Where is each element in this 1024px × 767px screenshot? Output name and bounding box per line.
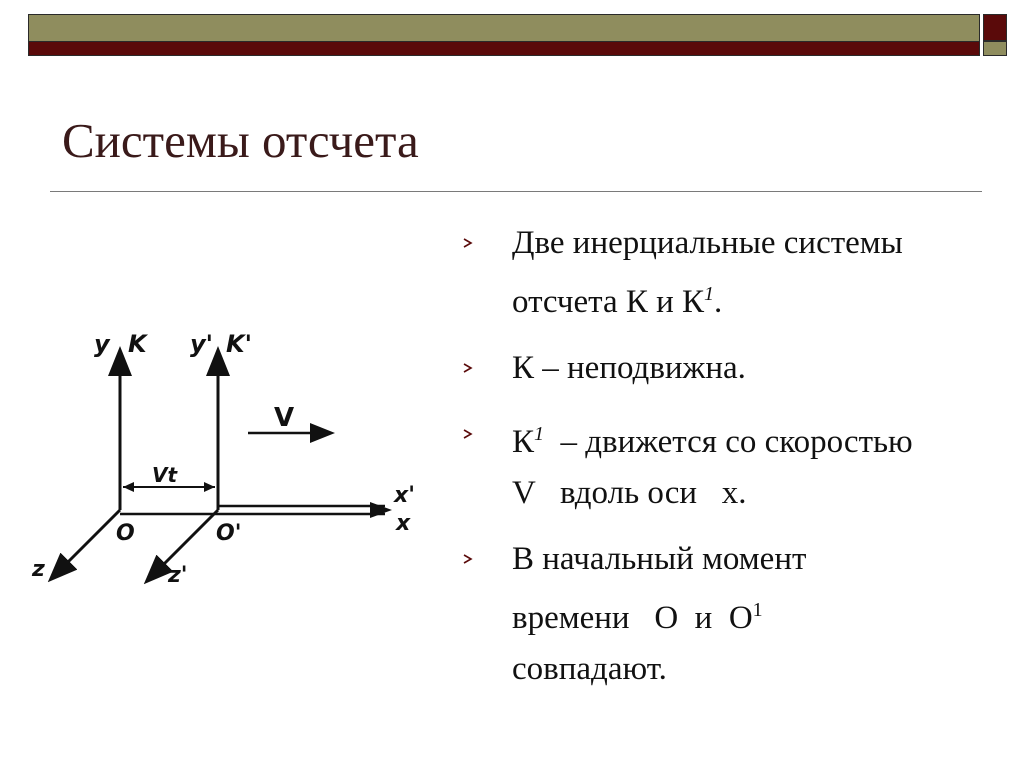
chevron-right-icon xyxy=(462,237,474,249)
chevron-right-icon xyxy=(462,553,474,565)
label-z: z xyxy=(32,557,45,582)
bullet-item xyxy=(462,534,1002,695)
x-axis-arrowhead xyxy=(370,502,392,518)
header-band-olive xyxy=(29,15,979,42)
vt-arrow-right xyxy=(204,482,215,492)
label-o-prime: O' xyxy=(216,521,242,546)
label-y: y xyxy=(94,330,110,358)
label-k: K xyxy=(128,330,147,358)
bullet-item xyxy=(462,218,1002,328)
label-y-prime: y' xyxy=(190,330,213,358)
superscript: 1 xyxy=(704,283,715,305)
title-divider xyxy=(50,191,982,192)
label-x-prime: x' xyxy=(394,483,415,508)
slide-title: Системы отсчета xyxy=(62,113,419,168)
bullet-text-line: V вдоль оси х. xyxy=(512,475,747,511)
bullet-text-line: К xyxy=(512,424,535,460)
chevron-right-icon xyxy=(462,428,474,440)
bullet-text-line: совпадают. xyxy=(512,651,667,687)
corner-square-dark xyxy=(983,14,1007,41)
superscript: 1 xyxy=(534,423,545,445)
superscript: 1 xyxy=(752,599,763,621)
vt-arrow-left xyxy=(123,482,134,492)
bullet-text-line: В начальный момент xyxy=(512,541,807,577)
bullet-list xyxy=(462,218,1002,710)
bullet-item xyxy=(462,409,1002,519)
bullet-text-line: – движется со скоростью xyxy=(544,424,913,460)
bullet-text-line: Две инерциальные системы xyxy=(512,225,903,261)
bullet-text-tail: . xyxy=(714,284,723,320)
label-x: x xyxy=(396,511,411,536)
chevron-right-icon xyxy=(462,362,474,374)
bullet-text-line: К – неподвижна. xyxy=(512,350,746,386)
label-k-prime: K' xyxy=(226,330,252,358)
label-o: O xyxy=(116,521,135,546)
label-v: V xyxy=(274,403,295,433)
header-band xyxy=(28,14,980,56)
bullet-text-line: времени О и О xyxy=(512,600,753,636)
reference-frames-diagram xyxy=(20,310,440,600)
corner-square-olive xyxy=(983,41,1007,56)
z-axis-k xyxy=(52,510,120,578)
label-vt: Vt xyxy=(152,463,178,487)
bullet-text-line: отсчета К и К xyxy=(512,284,705,320)
label-z-prime: z' xyxy=(168,563,188,588)
bullet-item xyxy=(462,343,1002,394)
